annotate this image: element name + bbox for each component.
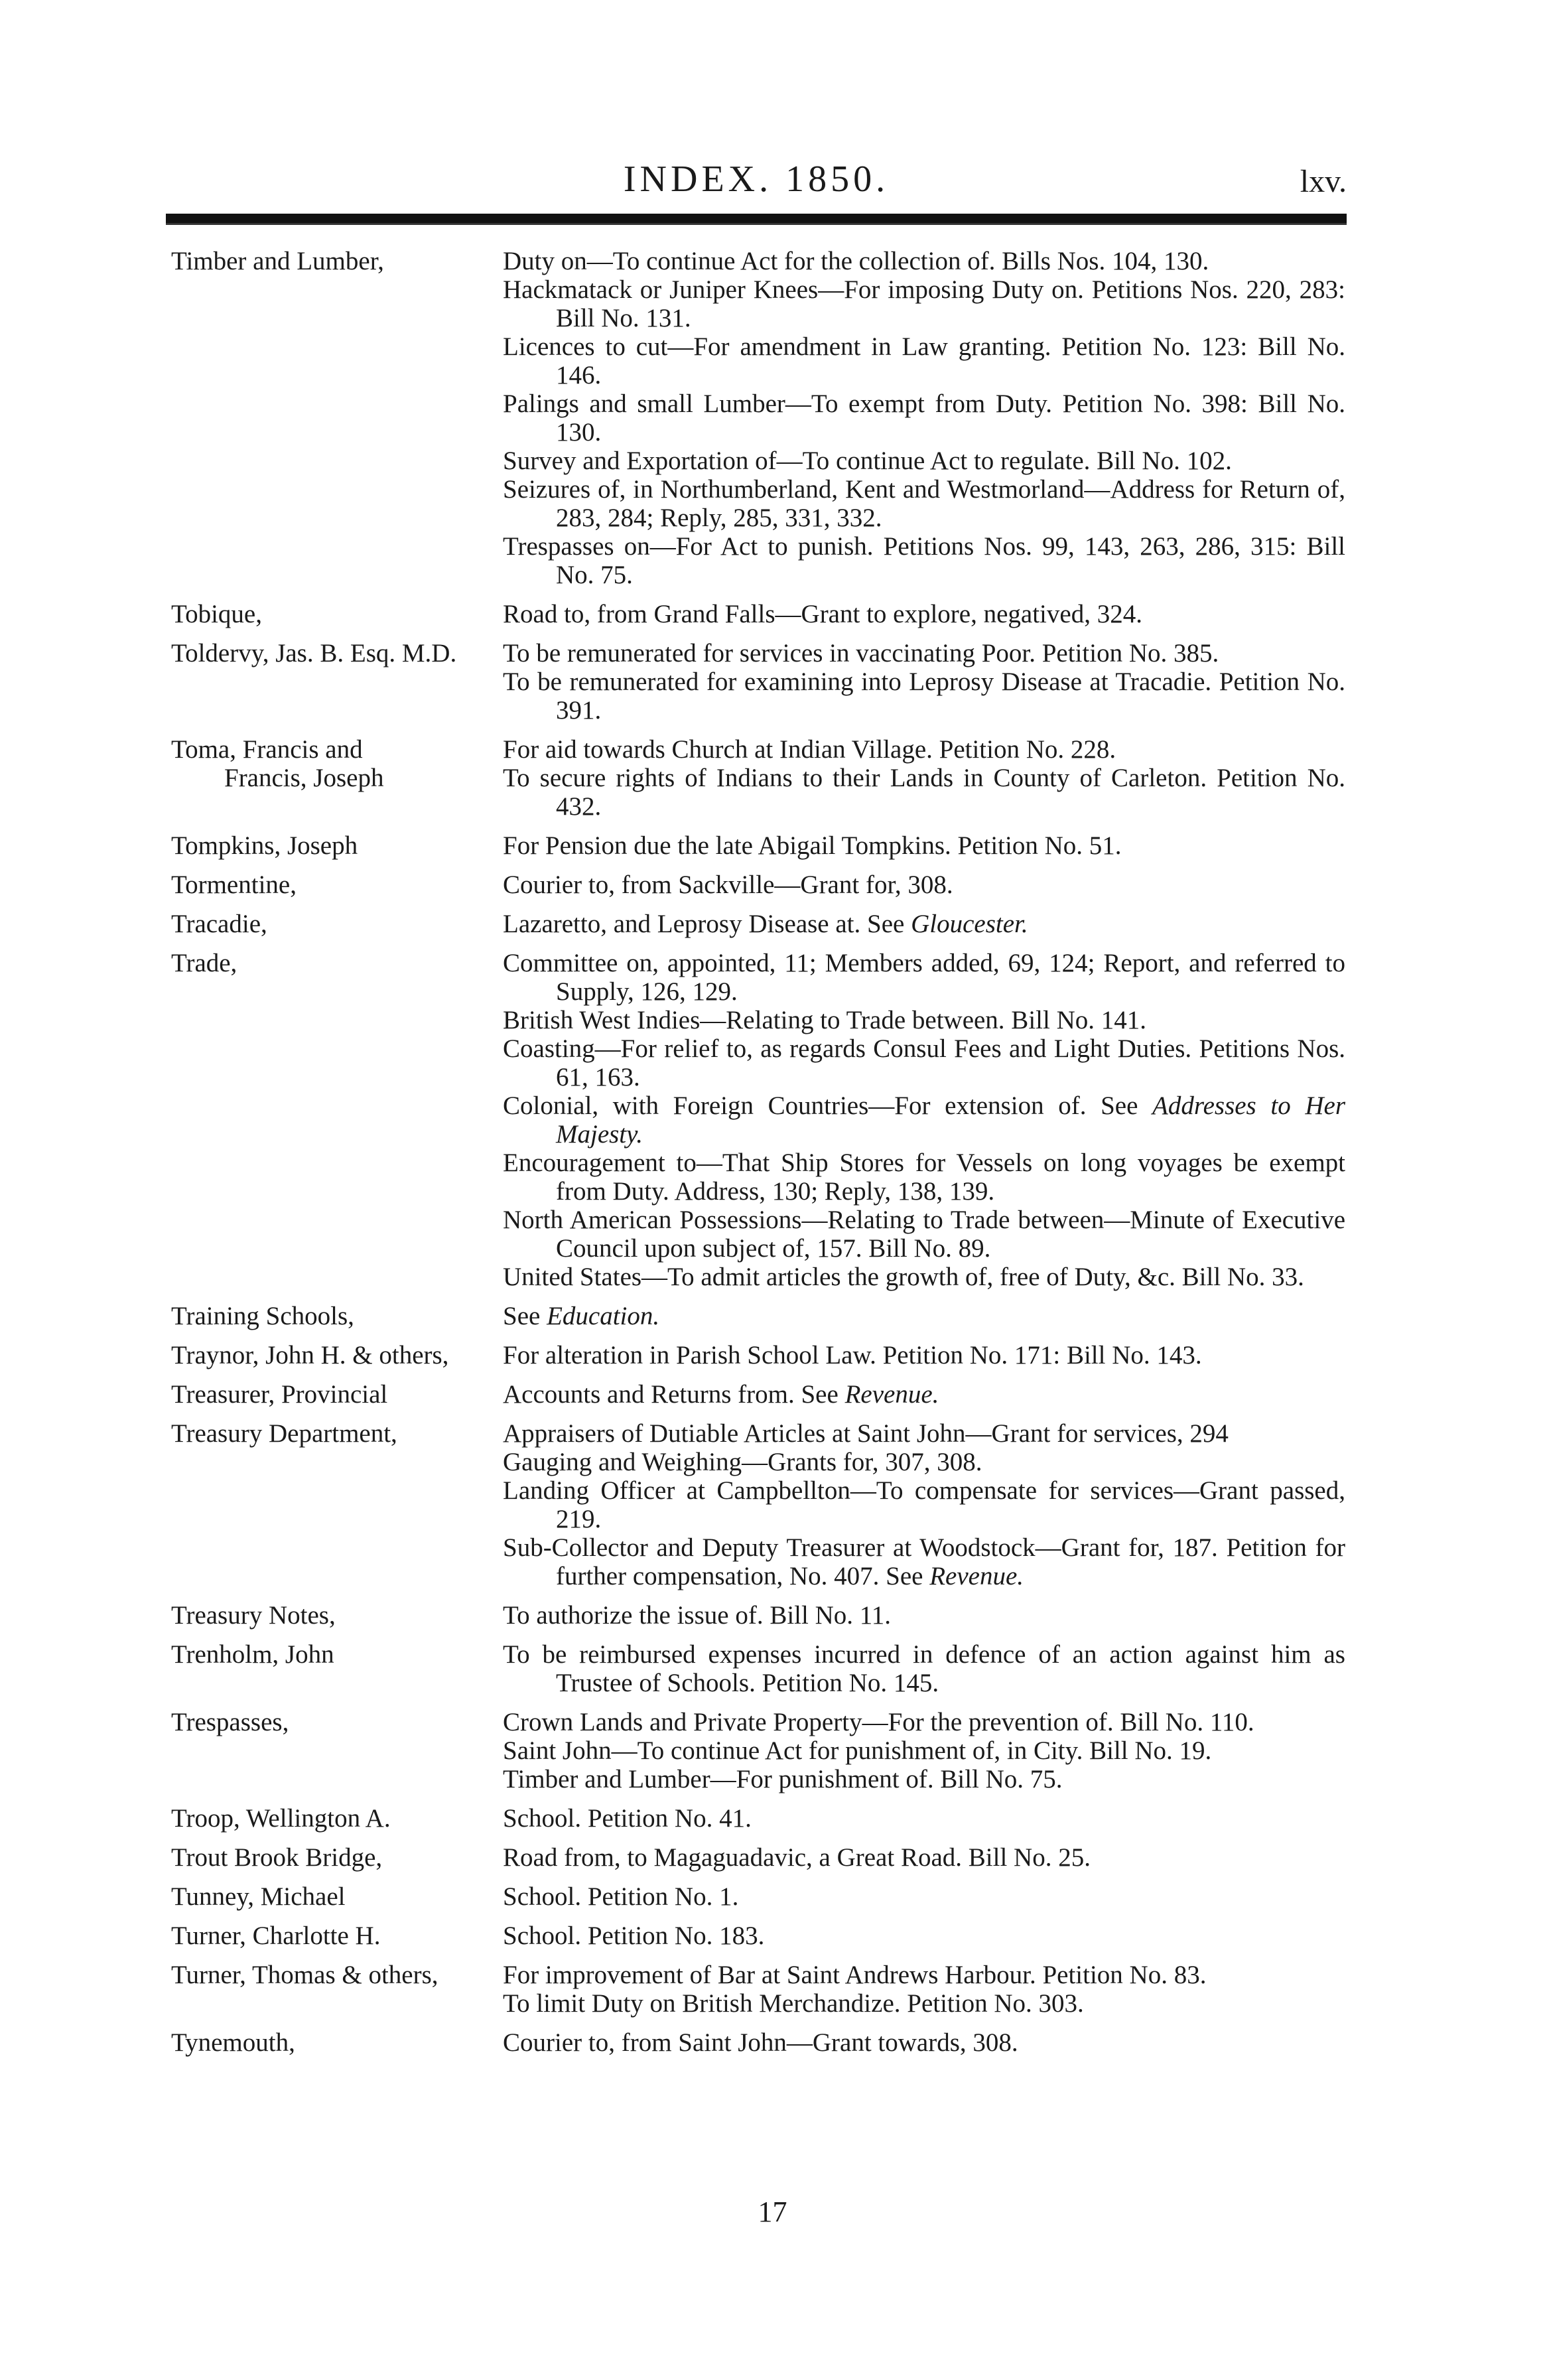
subentry: Appraisers of Dutiable Articles at Saint John—Grant for services, 294 — [503, 1419, 1229, 1448]
subentry: For improvement of Bar at Saint Andrews Harbour. Petition No. 83. — [503, 1961, 1207, 1989]
entry-heading-line: Timber and Lumber, — [171, 247, 384, 275]
index-entry — [171, 735, 1345, 821]
subentry: Survey and Exportation of—To continue Act to regulate. Bill No. 102. — [503, 447, 1232, 475]
page-title: INDEX. 1850. — [623, 159, 890, 200]
index-entry — [171, 2028, 1345, 2057]
entry-subentries — [503, 2028, 1345, 2057]
entry-heading-line: Training Schools, — [171, 1302, 354, 1330]
index-entry — [171, 871, 1345, 899]
entry-subentries — [503, 910, 1345, 938]
index-entry — [171, 949, 1345, 1291]
subentry: To be remunerated for services in vaccinating Poor. Petition No. 385. — [503, 639, 1219, 667]
entry-heading — [171, 1341, 503, 1369]
subentry: Timber and Lumber—For punishment of. Bill No. 75. — [503, 1765, 1063, 1793]
entry-heading-line: Turner, Charlotte H. — [171, 1922, 381, 1950]
entry-subentries — [503, 871, 1345, 899]
index-entry — [171, 1419, 1345, 1590]
subentry: School. Petition No. 1. — [503, 1882, 739, 1911]
entry-subentries — [503, 1843, 1345, 1872]
index-entry — [171, 1341, 1345, 1369]
subentry: To limit Duty on British Merchandize. Petition No. 303. — [503, 1989, 1084, 2018]
subentry: Courier to, from Saint John—Grant towards, 308. — [503, 2028, 1018, 2057]
subentry: Coasting—For relief to, as regards Consul Fees and Light Duties. Petitions Nos. 61, 163. — [503, 1034, 1345, 1091]
entry-heading-line: Tompkins, Joseph — [171, 831, 358, 860]
subentry: United States—To admit articles the growth of, free of Duty, &c. Bill No. 33. — [503, 1263, 1304, 1291]
entry-heading — [171, 1804, 503, 1833]
entry-heading-line: Tormentine, — [171, 871, 297, 899]
subentry: Gauging and Weighing—Grants for, 307, 308. — [503, 1448, 982, 1476]
subentry: For alteration in Parish School Law. Petition No. 171: Bill No. 143. — [503, 1341, 1202, 1369]
subentry: Seizures of, in Northumberland, Kent and Westmorland—Address for Return of, 283, 284; Reply, 285, 331, 332. — [503, 475, 1345, 532]
header-rule — [166, 214, 1347, 225]
index-entry — [171, 1708, 1345, 1793]
entry-heading — [171, 871, 503, 899]
subentry: Trespasses on—For Act to punish. Petitions Nos. 99, 143, 263, 286, 315: Bill No. 75. — [503, 532, 1345, 589]
subentry: For aid towards Church at Indian Village. Petition No. 228. — [503, 735, 1116, 764]
index-entry — [171, 1922, 1345, 1950]
index-entry — [171, 1601, 1345, 1630]
entry-subentries — [503, 600, 1345, 628]
page-numeral: lxv. — [1300, 164, 1347, 199]
index-entry — [171, 247, 1345, 589]
entry-subentries — [503, 831, 1345, 860]
entry-heading — [171, 639, 503, 667]
entry-heading-line: Trespasses, — [171, 1708, 289, 1736]
subentry: To authorize the issue of. Bill No. 11. — [503, 1601, 892, 1630]
entry-heading-line: Treasury Department, — [171, 1419, 397, 1448]
entry-subentries — [503, 247, 1345, 589]
index-entry — [171, 600, 1345, 628]
subentry: North American Possessions—Relating to Trade between—Minute of Executive Council upon subject of, 157. Bill No. 89. — [503, 1206, 1345, 1263]
entry-heading — [171, 1302, 503, 1330]
entry-subentries — [503, 1640, 1345, 1697]
index-entry — [171, 831, 1345, 860]
entry-heading — [171, 1640, 503, 1669]
entry-subentries — [503, 1302, 1345, 1330]
entry-heading-line: Tynemouth, — [171, 2028, 295, 2057]
subentry: Road to, from Grand Falls—Grant to explore, negatived, 324. — [503, 600, 1142, 628]
index-entry — [171, 910, 1345, 938]
subentry: Hackmatack or Juniper Knees—For imposing Duty on. Petitions Nos. 220, 283: Bill No. 131. — [503, 275, 1345, 332]
subentry: For Pension due the late Abigail Tompkins. Petition No. 51. — [503, 831, 1122, 860]
entry-subentries — [503, 1882, 1345, 1911]
index-entry — [171, 639, 1345, 725]
subentry: Duty on—To continue Act for the collection of. Bills Nos. 104, 130. — [503, 247, 1209, 275]
entry-heading-line: Francis, Joseph — [224, 764, 384, 792]
entry-subentries — [503, 1922, 1345, 1950]
subentry: To be remunerated for examining into Leprosy Disease at Tracadie. Petition No. 391. — [503, 667, 1345, 725]
entry-subentries — [503, 735, 1345, 821]
entry-subentries — [503, 1961, 1345, 2018]
index-entry — [171, 1843, 1345, 1872]
entry-heading-line: Trade, — [171, 949, 237, 977]
index-entry — [171, 1882, 1345, 1911]
entry-heading — [171, 1882, 503, 1911]
entry-subentries — [503, 1708, 1345, 1793]
entry-heading-line: Treasury Notes, — [171, 1601, 336, 1630]
entry-subentries — [503, 1804, 1345, 1833]
entry-heading-line: Trout Brook Bridge, — [171, 1843, 383, 1872]
index-entries — [171, 247, 1345, 2067]
entry-heading — [171, 247, 503, 275]
entry-subentries — [503, 1419, 1345, 1590]
subentry: Crown Lands and Private Property—For the prevention of. Bill No. 110. — [503, 1708, 1254, 1736]
entry-subentries — [503, 1380, 1345, 1409]
entry-heading — [171, 1380, 503, 1409]
entry-subentries — [503, 639, 1345, 725]
index-entry — [171, 1380, 1345, 1409]
entry-subentries — [503, 1601, 1345, 1630]
entry-heading-line: Trenholm, John — [171, 1640, 334, 1669]
subentry: School. Petition No. 183. — [503, 1922, 765, 1950]
subentry: To be reimbursed expenses incurred in defence of an action against him as Trustee of Schools. Petition No. 145. — [503, 1640, 1345, 1697]
entry-subentries — [503, 1341, 1345, 1369]
index-entry — [171, 1961, 1345, 2018]
index-entry — [171, 1302, 1345, 1330]
subentry: Accounts and Returns from. See Revenue. — [503, 1380, 939, 1409]
entry-heading-line: Tunney, Michael — [171, 1882, 346, 1911]
subentry: Palings and small Lumber—To exempt from Duty. Petition No. 398: Bill No. 130. — [503, 389, 1345, 447]
entry-heading — [171, 1419, 503, 1448]
entry-heading — [171, 1601, 503, 1630]
subentry: Road from, to Magaguadavic, a Great Road. Bill No. 25. — [503, 1843, 1091, 1872]
entry-heading — [171, 1961, 503, 1989]
entry-heading-line: Tracadie, — [171, 910, 267, 938]
subentry: School. Petition No. 41. — [503, 1804, 752, 1833]
entry-heading — [171, 735, 503, 792]
entry-heading-line: Troop, Wellington A. — [171, 1804, 391, 1833]
folio-number: 17 — [758, 2196, 787, 2228]
subentry: Courier to, from Sackville—Grant for, 308. — [503, 871, 953, 899]
entry-heading — [171, 600, 503, 628]
subentry: Landing Officer at Campbellton—To compensate for services—Grant passed, 219. — [503, 1476, 1345, 1533]
subentry: British West Indies—Relating to Trade between. Bill No. 141. — [503, 1006, 1146, 1034]
index-entry — [171, 1640, 1345, 1697]
subentry: Licences to cut—For amendment in Law granting. Petition No. 123: Bill No. 146. — [503, 332, 1345, 389]
entry-heading — [171, 949, 503, 977]
page-header — [166, 158, 1347, 211]
subentry: Encouragement to—That Ship Stores for Vessels on long voyages be exempt from Duty. Address, 130; Reply, 138, 139. — [503, 1149, 1345, 1206]
subentry: Lazaretto, and Leprosy Disease at. See Gloucester. — [503, 910, 1028, 938]
entry-heading — [171, 2028, 503, 2057]
subentry: See Education. — [503, 1302, 660, 1330]
entry-heading — [171, 1843, 503, 1872]
entry-heading-line: Toldervy, Jas. B. Esq. M.D. — [171, 639, 457, 667]
index-entry — [171, 1804, 1345, 1833]
subentry: To secure rights of Indians to their Lands in County of Carleton. Petition No. 432. — [503, 764, 1345, 821]
subentry: Committee on, appointed, 11; Members added, 69, 124; Report, and referred to Supply, 126, 129. — [503, 949, 1345, 1006]
entry-heading-line: Toma, Francis and — [171, 735, 363, 764]
entry-heading-line: Turner, Thomas & others, — [171, 1961, 438, 1989]
entry-heading-line: Tobique, — [171, 600, 262, 628]
entry-heading — [171, 1922, 503, 1950]
subentry: Sub-Collector and Deputy Treasurer at Woodstock—Grant for, 187. Petition for further compensation, No. 407. See Revenue. — [503, 1533, 1345, 1590]
subentry: Colonial, with Foreign Countries—For extension of. See Addresses to Her Majesty. — [503, 1091, 1345, 1149]
entry-heading — [171, 831, 503, 860]
entry-heading — [171, 1708, 503, 1736]
entry-heading — [171, 910, 503, 938]
subentry: Saint John—To continue Act for punishment of, in City. Bill No. 19. — [503, 1736, 1212, 1765]
entry-heading-line: Traynor, John H. & others, — [171, 1341, 449, 1369]
entry-subentries — [503, 949, 1345, 1291]
entry-heading-line: Treasurer, Provincial — [171, 1380, 388, 1409]
